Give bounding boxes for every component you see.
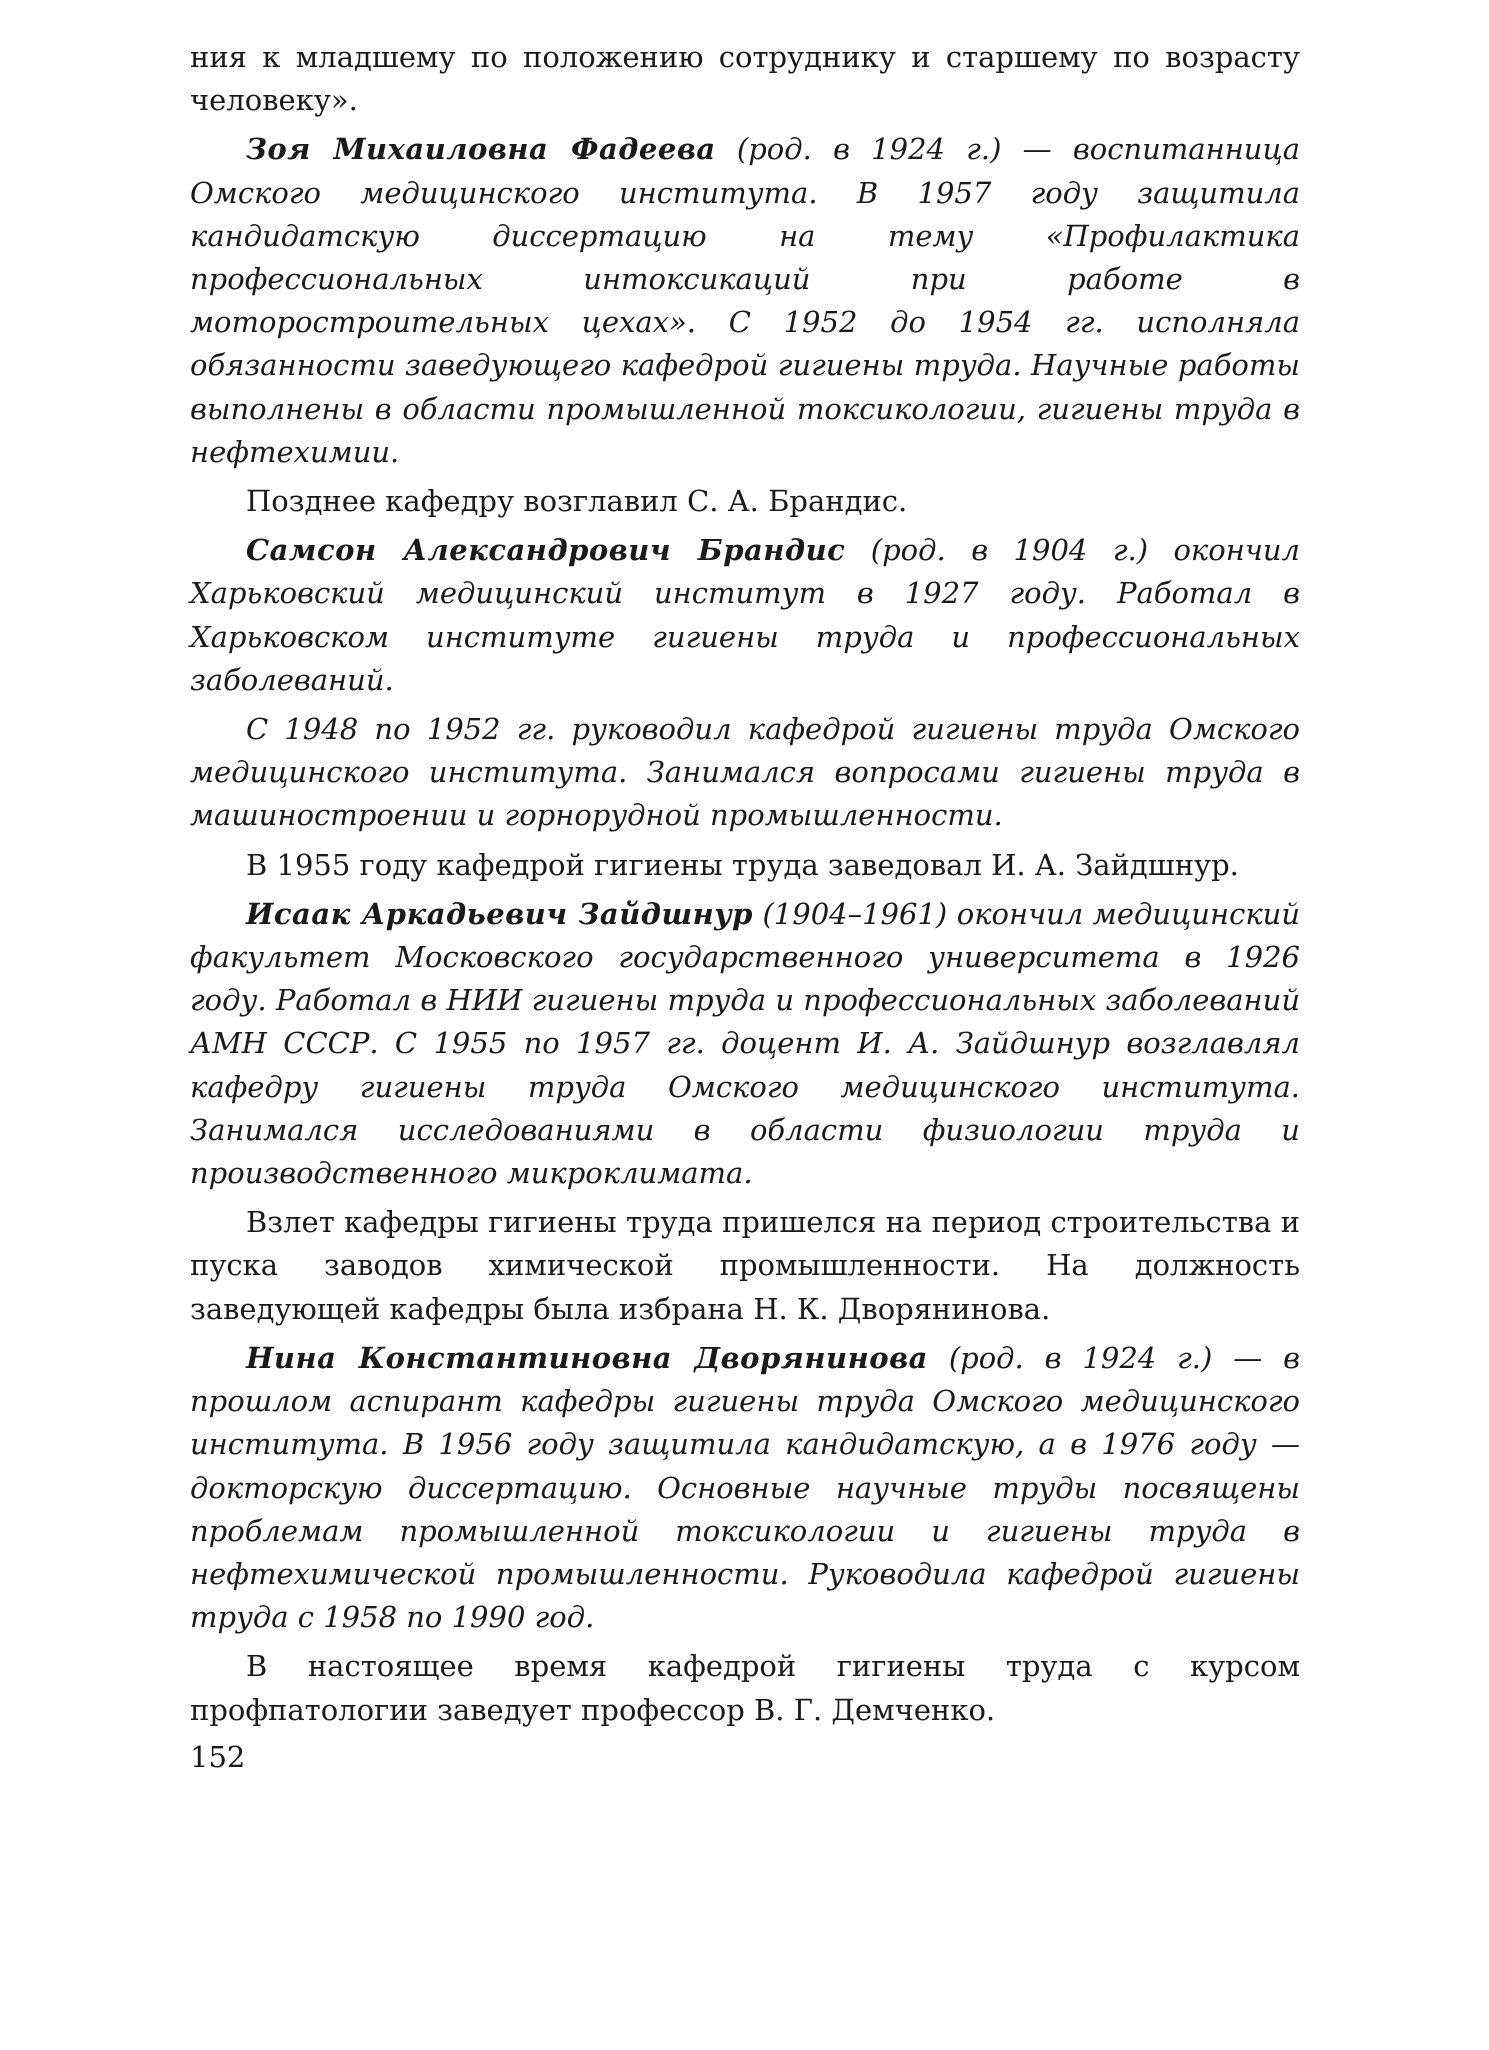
bio-text: С 1948 по 1952 гг. руководил кафедрой гигиены труда Омского медицинского института. Занимался вопросами гигиены труда в машиностроении и горнорудной промышленности. [190, 712, 1300, 833]
bio-brandis-continued [190, 708, 1300, 838]
paragraph-intro-continuation [190, 36, 1300, 122]
paragraph-text: Взлет кафедры гигиены труда пришелся на период строительства и пуска заводов химической промышленности. На должность заведующей кафедры была избрана Н. К. Дворянинова. [190, 1205, 1300, 1326]
bio-person-name: Зоя Михаиловна Фадеева [246, 132, 716, 167]
paragraph-text: В 1955 году кафедрой гигиены труда заведовал И. А. Зайдшнур. [246, 847, 1239, 882]
bio-person-name: Исаак Аркадьевич Зайдшнур [246, 896, 753, 931]
bio-text: (род. в 1924 г.) — воспитанница Омского медицинского института. В 1957 году защитила кандидатскую диссертацию на тему «Профилактика профессиональных интоксикаций при работе в моторостроительных цехах». С 1952 до 1954 гг. исполняла обязанности заведующего кафедрой гигиены труда. Научные работы выполнены в области промышленной токсикологии, гигиены труда в нефтехимии. [190, 132, 1300, 469]
bio-person-name: Нина Константиновна Дворянинова [246, 1340, 928, 1375]
paragraph-text: Позднее кафедру возглавил С. А. Брандис. [246, 484, 908, 519]
paragraph-brandis-intro [190, 480, 1300, 523]
paragraph-dvoryaninova-intro [190, 1201, 1300, 1331]
page-body [190, 36, 1300, 1738]
bio-dvoryaninova [190, 1337, 1300, 1639]
bio-text: (род. в 1904 г.) окончил Харьковский медицинский институт в 1927 году. Работал в Харьковском институте гигиены труда и профессиональных заболеваний. [190, 533, 1300, 697]
bio-text: (род. в 1924 г.) — в прошлом аспирант кафедры гигиены труда Омского медицинского института. В 1956 году защитила кандидатскую, а в 1976 году — докторскую диссертацию. Основные научные труды посвящены проблемам промышленной токсикологии и гигиены труда в нефтехимической промышленности. Руководила кафедрой гигиены труда с 1958 по 1990 год. [190, 1340, 1300, 1635]
paragraph-zaidshnur-intro [190, 844, 1300, 887]
bio-person-name: Самсон Александрович Брандис [246, 533, 846, 568]
bio-text: (1904–1961) окончил медицинский факультет Московского государственного университета в 1926 году. Работал в НИИ гигиены труда и профессиональных заболеваний АМН СССР. С 1955 по 1957 гг. доцент И. А. Зайдшнур возглавлял кафедру гигиены труда Омского медицинского института. Занимался исследованиями в области физиологии труда и производственного микроклимата. [190, 896, 1301, 1191]
paragraph-text: ния к младшему по положению сотруднику и старшему по возрасту человеку». [190, 40, 1300, 118]
page-number: 152 [190, 1740, 246, 1774]
bio-fadeeva [190, 128, 1300, 474]
paragraph-current-head [190, 1645, 1300, 1731]
bio-brandis [190, 529, 1300, 702]
bio-zaidshnur [190, 893, 1300, 1195]
paragraph-text: В настоящее время кафедрой гигиены труда с курсом профпатологии заведует профессор В. Г. Демченко. [190, 1649, 1300, 1727]
